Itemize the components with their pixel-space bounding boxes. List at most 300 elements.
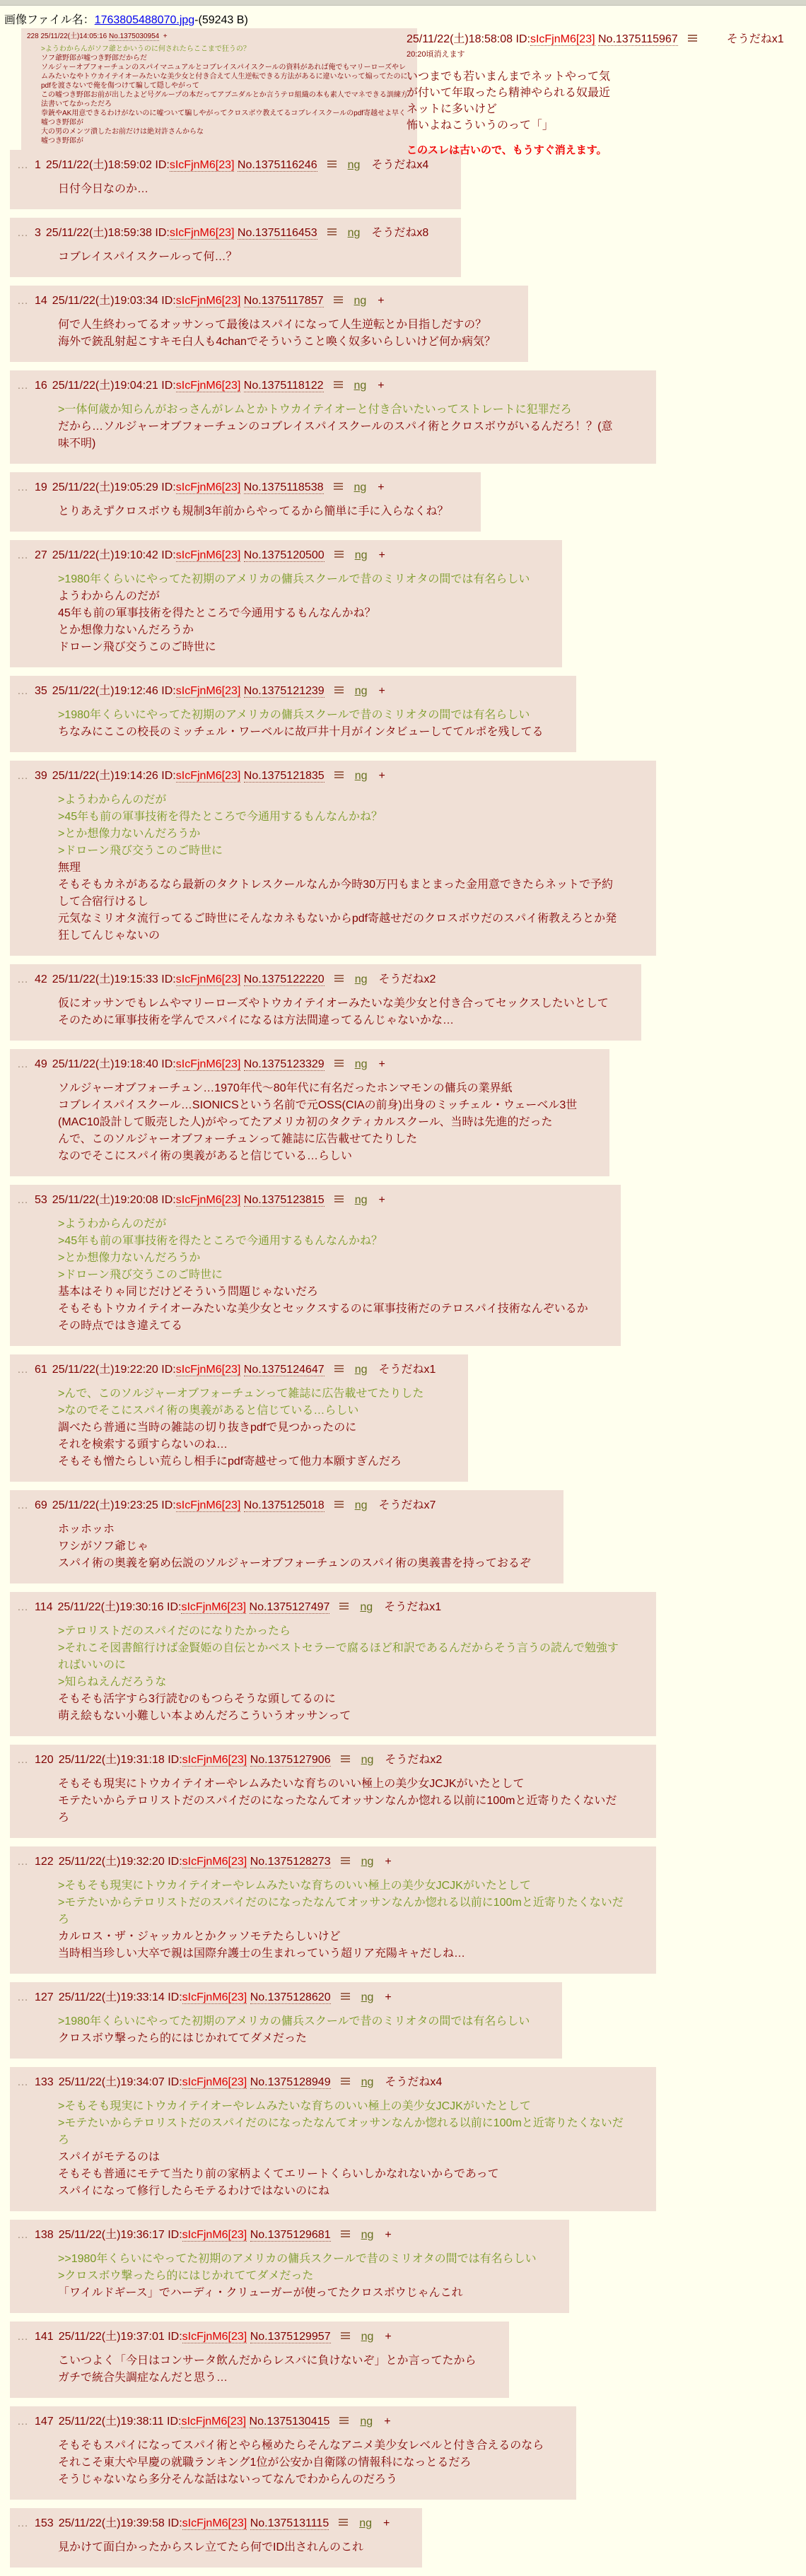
del-link[interactable]: … [17,1499,28,1511]
text-line: スパイがモテるのは [58,2151,160,2163]
quote-line: >なのでそこにスパイ術の奥義があると信じている…らしい [58,1405,359,1417]
ng-link[interactable]: ng [354,549,368,561]
menu-icon[interactable] [334,1195,344,1203]
menu-icon[interactable] [339,2417,349,2425]
op-id [516,33,595,46]
menu-icon[interactable] [334,1365,344,1373]
ng-link[interactable]: ng [361,1856,374,1868]
post-number[interactable]: No.1375118122 [243,380,324,392]
soudane-count[interactable]: そうだねx4 [385,2076,443,2088]
post-id [161,295,240,308]
post-number[interactable]: No.1375129681 [250,2229,331,2241]
soudane-count[interactable]: そうだねx2 [378,973,436,985]
menu-icon[interactable] [334,483,343,491]
text-line: そもそも活字すら3行読むのもつらそうな頭してるのに [58,1693,336,1705]
file-link[interactable]: 1763805488070.jpg [94,14,195,26]
id-value[interactable]: sIcFjnM6[23] [182,2229,247,2241]
soudane-count[interactable]: + [385,2229,392,2241]
menu-icon[interactable] [341,2230,350,2238]
id-label: ID: [168,2076,182,2088]
text-line: ホッホッホ [58,1523,115,1535]
id-label: ID: [161,770,176,782]
ng-link[interactable]: ng [354,295,367,307]
post-id [161,1499,240,1512]
del-link[interactable]: … [17,481,28,493]
id-label: ID: [168,2331,182,2343]
quote-line: >1980年くらいにやってた初期のアメリカの傭兵スクールで昔のミリオタの間では有名らしい [58,573,530,585]
post-time: 25/11/22(土)19:34:07 [58,2076,165,2088]
id-value[interactable]: sIcFjnM6[23] [175,295,241,307]
id-value[interactable]: sIcFjnM6[23] [169,227,235,239]
post-id [161,770,240,783]
post-index: 3 [35,227,41,239]
soudane-count[interactable]: + [385,1991,392,2003]
post-number[interactable]: No.1375117857 [243,295,324,307]
ng-link[interactable]: ng [354,770,368,782]
text-line: それこそ東大や早慶の就職ランキング1位が公安か自衛隊の情報科になっとるだろ [58,2457,472,2469]
del-link[interactable]: … [17,685,28,697]
menu-icon[interactable] [339,2519,348,2527]
text-line: そもそも現実にトウカイテイオーやレムみたいな育ちのいい極上の美少女JCJKがいたとして [58,1778,525,1790]
post-id [168,2331,247,2343]
post-row [10,2067,656,2211]
id-value[interactable]: sIcFjnM6[23] [175,1058,241,1070]
post-header [17,546,530,562]
id-label: ID: [161,295,176,307]
text-line: 45年も前の軍事技術を得たところで今通用するもんなんかね？ [58,607,376,619]
text-line: モテたいからテロリストだのスパイだのになったなんてオッサンなんか惚れる以前に100mと近寄りたくないだろ [58,1795,617,1824]
post-row [10,150,461,209]
menu-icon[interactable] [334,975,344,983]
quote-line: >一体何歳か知らんがおっさんがレムとかトウカイテイオーと付き合いたいってストレートに犯罪だろ [58,404,572,416]
post-body [58,402,624,452]
del-link[interactable]: … [17,973,28,985]
del-link[interactable]: … [17,2331,28,2343]
id-label: ID: [161,481,176,493]
del-link[interactable]: … [17,1058,28,1070]
post-header [17,156,428,172]
text-line: ドローン飛び交うこのご時世に [58,641,216,653]
post-body [58,1878,624,1962]
popup-time: 25/11/22(土)14:05:16 [40,33,107,40]
del-link[interactable]: … [17,770,28,782]
menu-icon[interactable] [341,2332,350,2340]
post-row [10,1846,656,1974]
text-line: ソルジャーオブフォーチュン…1970年代～80年代に有名だったホンマモンの傭兵の業界紙 [58,1082,513,1094]
post-id [161,549,240,562]
post-header [17,291,496,308]
id-label: ID: [161,1364,176,1376]
post-id [155,227,234,240]
text-line: 無理 [58,862,81,874]
popup-header [27,32,411,41]
id-value[interactable]: sIcFjnM6[23] [175,770,241,782]
soudane-count[interactable]: そうだねx1 [384,1601,442,1613]
menu-icon[interactable] [327,228,337,236]
post-header [17,2073,624,2089]
post-number[interactable]: No.1375122220 [243,973,325,985]
del-link[interactable]: … [17,2076,28,2088]
post-body [58,571,530,656]
ng-link[interactable]: ng [361,2229,374,2241]
post-body [58,1386,436,1470]
text-line: ワシがソフ爺じゃ [58,1540,149,1552]
text-line: ようわからんのだが [58,590,160,602]
id-value[interactable]: sIcFjnM6[23] [182,2331,247,2343]
post-header [17,1598,624,1614]
menu-icon[interactable] [334,551,344,558]
text-line: 拳銃やAK用意できるわけがないのに嘘ついて騙しやがってクロスボウ教えてるコブレイスクールのpdf寄越せよ早く [41,110,407,117]
soudane-count[interactable]: + [378,685,385,697]
post-body [58,792,624,944]
menu-icon[interactable] [334,686,344,694]
post-header [17,970,609,986]
ng-link[interactable]: ng [360,1601,373,1613]
post-id [168,2229,247,2242]
id-value[interactable]: sIcFjnM6[23] [175,685,241,697]
popup-index: 228 [27,33,39,40]
post-row [10,2322,509,2398]
post-body [58,2437,544,2488]
post-body [58,1216,588,1335]
post-id [167,1601,246,1614]
op-number[interactable]: No.1375115967 [598,33,678,45]
post-number[interactable]: No.1375129957 [250,2331,331,2343]
soudane-count[interactable]: + [378,770,385,782]
post-body [58,181,428,198]
text-line: カルロス・ザ・ジャッカルとかクッソモテたらしいけど [58,1931,341,1943]
post-body [58,2353,477,2387]
post-index: 35 [35,685,47,697]
post-number[interactable]: No.1375121835 [243,770,325,782]
post-time: 25/11/22(土)19:31:18 [58,1754,165,1766]
id-value[interactable]: sIcFjnM6[23] [175,973,241,985]
menu-icon[interactable] [334,296,343,304]
text-line: (MAC10設計して販売した人)がやってたアメリカ初のタクティカルスクール、当時は先進的だった [58,1116,553,1128]
quote-line: >45年も前の軍事技術を得たところで今通用するもんなんかね？ [58,1235,382,1247]
post-index: 19 [35,481,47,493]
ng-link[interactable]: ng [361,2076,374,2088]
post-number[interactable]: No.1375127906 [250,1754,331,1766]
post-row [10,218,461,277]
ng-link[interactable]: ng [354,1499,368,1511]
post-time: 25/11/22(土)19:05:29 [52,481,158,493]
post-index: 133 [35,2076,54,2088]
id-label: ID: [161,380,176,392]
post-row [10,286,528,362]
quoted-post-popup [21,28,417,153]
menu-icon[interactable] [334,1060,344,1067]
post-index: 141 [35,2331,54,2343]
id-value[interactable]: sIcFjnM6[23] [175,481,241,493]
menu-icon[interactable] [341,1857,350,1865]
post-time: 25/11/22(土)19:04:21 [52,380,158,392]
post-time: 25/11/22(土)18:59:38 [45,227,152,239]
post-time: 25/11/22(土)19:36:17 [58,2229,165,2241]
id-value[interactable]: sIcFjnM6[23] [181,2416,247,2428]
quote-line: >モテたいからテロリストだのスパイだのになったなんてオッサンなんか惚れる以前に100mと近寄りたくないだろ [58,2117,624,2146]
post-id [161,1364,240,1376]
del-link[interactable]: … [17,1601,28,1613]
post-number[interactable]: No.1375123815 [243,1194,325,1206]
menu-icon[interactable] [341,2078,350,2085]
id-value[interactable]: sIcFjnM6[23] [182,1856,247,1868]
post-number[interactable]: No.1375124647 [243,1364,325,1376]
post-row [10,2406,576,2500]
ng-link[interactable]: ng [361,1754,374,1766]
menu-icon[interactable] [334,381,343,389]
text-line: 元気なミリオタ流行ってるご時世にそんなカネもないからpdf寄越せだのクロスボウだのスパイ術教えろとか発狂してんじゃないの [58,913,617,942]
del-link[interactable]: … [17,2229,28,2241]
ng-link[interactable]: ng [354,380,367,392]
del-link[interactable]: … [17,2416,28,2428]
id-label: ID: [167,1601,182,1613]
id-value[interactable]: sIcFjnM6[23] [175,1194,241,1206]
post-row [10,1490,563,1583]
soudane-count[interactable]: そうだねx8 [371,227,429,239]
post-header [17,376,624,392]
post-number[interactable]: No.1375118538 [243,481,324,493]
post-index: 14 [35,295,47,307]
text-line: そもそも普通にモテて当たり前の家柄よくてエリートくらいしかなれないからであって [58,2168,499,2180]
soudane-count[interactable]: そうだねx1 [378,1364,436,1376]
del-link[interactable]: … [17,295,28,307]
soudane-count[interactable]: そうだねx1 [726,33,784,45]
quote-line: >ドローン飛び交うこのご時世に [58,845,223,857]
del-link[interactable]: … [17,1991,28,2003]
post-index: 69 [35,1499,47,1511]
id-label: ID: [155,159,170,171]
post-header [17,1988,530,2004]
del-link[interactable]: … [17,380,28,392]
menu-icon[interactable] [688,35,697,42]
post-index: 122 [35,1856,54,1868]
del-link[interactable]: … [17,1194,28,1206]
soudane-count[interactable]: そうだねx7 [378,1499,436,1511]
post-id [161,973,240,986]
post-index: 147 [35,2416,54,2428]
soudane-count[interactable]: + [378,1058,385,1070]
quote-line: >ようわからんがソフ爺とかいうのに何されたらここまで狂うの？ [41,45,250,53]
ng-link[interactable]: ng [360,2416,373,2428]
soudane-count[interactable]: そうだねx2 [385,1754,443,1766]
post-row [10,1354,468,1482]
post-index: 153 [35,2517,54,2529]
post-header [17,1496,531,1512]
op-time: 25/11/22(土)18:58:08 [407,33,513,45]
post-row [10,676,576,752]
post-id [161,685,240,698]
quote-line: >とか想像力ないんだろうか [58,828,201,840]
text-line: 嘘つき野郎が [41,137,83,145]
del-link[interactable]: … [17,1754,28,1766]
soudane-count[interactable]: + [378,1194,385,1206]
quote-line: >クロスボウ撃ったら的にはじかれててダメだった [58,2270,314,2282]
post-body [58,707,544,741]
soudane-count[interactable]: + [378,295,385,307]
text-line: そのために軍事技術を学んでスパイになるは方法間違ってるんじゃないかな… [58,1014,455,1026]
op-post [407,30,806,157]
post-id [167,2416,246,2428]
post-number[interactable]: No.1375116453 [237,227,317,239]
post-header [17,1360,436,1376]
text-line: 「ワイルドギース」でハーディ・クリューガーが使ってたクロスボウじゃんこれ [58,2287,463,2299]
ng-link[interactable]: ng [361,2331,374,2343]
id-value[interactable]: sIcFjnM6[23] [175,1364,241,1376]
del-link[interactable]: … [17,2517,28,2529]
quote-line: >モテたいからテロリストだのスパイだのになったなんてオッサンなんか惚れる以前に100mと近寄りたくないだろ [58,1897,624,1926]
soudane-count[interactable]: + [385,2331,392,2343]
popup-body [41,45,411,146]
id-label: ID: [155,227,170,239]
post-header [17,478,448,494]
post-row [10,1745,656,1838]
post-id [161,1194,240,1207]
text-line: クロスボウ撃ったら的にはじかれててダメだった [58,2032,308,2044]
text-line: 大の男のメンツ潰したお前だけは絶対許さんからな [41,128,204,136]
post-time: 25/11/22(土)19:30:16 [57,1601,164,1613]
ng-link[interactable]: ng [354,685,368,697]
id-value[interactable]: sIcFjnM6[23] [175,1499,241,1511]
id-value[interactable]: sIcFjnM6[23] [182,1991,247,2003]
post-row [10,370,656,464]
text-line: 調べたら普通に当時の雑誌の切り抜きpdfで見つかったのに [58,1422,357,1434]
del-link[interactable]: … [17,1364,28,1376]
file-header [0,6,806,28]
id-value[interactable]: sIcFjnM6[23] [530,33,595,45]
post-number[interactable]: No.1375128620 [250,1991,331,2003]
popup-plus-link[interactable]: + [163,33,168,40]
soudane-count[interactable]: + [384,2416,391,2428]
post-header [17,1750,624,1767]
post-number[interactable]: No.1375128949 [250,2076,331,2088]
text-line: ソルジャーオブフォーチュンのスパイマニュアルとコブレイスパイスクールの資料があれば俺でもマリーローズやレムみたいなやトウカイテイオーみたいな美少女と付き合えて人生逆転できる方法があるに違いないって煽ってたのにpdfを渡さないで俺を傷つけて騙して隠しやがって [41,64,408,90]
popup-number[interactable]: No.1375030954 [109,33,160,40]
del-link[interactable]: … [17,227,28,239]
del-link[interactable]: … [17,159,28,171]
id-label: ID: [515,33,530,45]
post-body [58,1776,624,1827]
ng-link[interactable]: ng [354,1058,368,1070]
quote-line: >それこそ図書館行けば金賢姫の自伝とかベストセラーで腐るほど和訳であるんだからそう言うの読んで勉強すればいいのに [58,1642,619,1671]
ng-link[interactable]: ng [354,973,368,985]
text-line: 海外で銃乱射起こすキモ白人も4chanでそういうこと喚く奴多いらしいけど何か病気？ [58,336,496,348]
ng-link[interactable]: ng [347,159,361,171]
ng-link[interactable]: ng [347,227,361,239]
post-index: 49 [35,1058,47,1070]
text-line: なのでそこにスパイ術の奥義があると信じている…らしい [58,1150,353,1162]
soudane-count[interactable]: + [378,549,385,561]
text-line: この嘘つき野郎お前が出したよど号グループの本だってアブニダルとか言うテロ組織の本も素人でマネできる訓練方法書いてなかっただろ [41,91,408,108]
id-value[interactable]: sIcFjnM6[23] [182,1754,247,1766]
ng-link[interactable]: ng [354,481,367,493]
post-id [161,380,240,392]
soudane-count[interactable]: + [385,1856,392,1868]
text-line: 見かけて面白かったからスレ立てたら何でID出されんのこれ [58,2541,364,2553]
post-number[interactable]: No.1375116246 [237,159,317,171]
soudane-count[interactable]: + [383,2517,390,2529]
post-id [161,1058,240,1071]
menu-icon[interactable] [334,771,344,779]
quote-line: >>1980年くらいにやってた初期のアメリカの傭兵スクールで昔のミリオタの間では有名らしい [58,2253,537,2265]
id-value[interactable]: sIcFjnM6[23] [182,2076,247,2088]
menu-icon[interactable] [341,1755,350,1763]
id-value[interactable]: sIcFjnM6[23] [181,1601,247,1613]
post-body [58,2013,530,2047]
text-line: そもそも憎たらしい荒らし相手にpdf寄越せって他力本願すぎんだろ [58,1456,402,1468]
post-row [10,540,562,667]
id-value[interactable]: sIcFjnM6[23] [169,159,235,171]
post-time: 25/11/22(土)19:03:34 [52,295,158,307]
post-number[interactable]: No.1375128273 [250,1856,331,1868]
id-label: ID: [161,1194,176,1206]
post-index: 61 [35,1364,47,1376]
menu-icon[interactable] [341,1993,350,2001]
post-time: 25/11/22(土)19:10:42 [52,549,158,561]
quote-line: >んで、このソルジャーオブフォーチュンって雑誌に広告載せてたりした [58,1388,424,1400]
reply-list [0,150,806,2568]
quote-line: >テロリストだのスパイだのになりたかったら [58,1625,291,1637]
quote-line: >1980年くらいにやってた初期のアメリカの傭兵スクールで昔のミリオタの間では有名らしい [58,709,530,721]
post-number[interactable]: No.1375125018 [243,1499,325,1511]
id-value[interactable]: sIcFjnM6[23] [175,549,241,561]
soudane-count[interactable]: そうだねx4 [371,159,429,171]
id-label: ID: [168,1754,182,1766]
del-link[interactable]: … [17,549,28,561]
id-value[interactable]: sIcFjnM6[23] [182,2517,247,2529]
ng-link[interactable]: ng [361,1991,374,2003]
post-header [17,2514,390,2530]
post-number[interactable]: No.1375131115 [250,2517,329,2529]
menu-icon[interactable] [334,1501,344,1509]
soudane-count[interactable]: + [378,380,385,392]
post-body [58,995,609,1029]
post-body [58,503,448,520]
id-value[interactable]: sIcFjnM6[23] [175,380,241,392]
file-size: -(59243 B) [194,14,248,26]
del-link[interactable]: … [17,1856,28,1868]
post-row [10,2508,422,2568]
ng-link[interactable]: ng [354,1194,368,1206]
post-body [58,1623,624,1725]
quote-line: >とか想像力ないんだろうか [58,1252,201,1264]
post-time: 25/11/22(土)19:38:11 [58,2416,164,2428]
text-line: 萌え絵もない小難しい本よめんだろこういうオッサンって [58,1710,351,1722]
menu-icon[interactable] [327,160,337,168]
text-line: ソフ爺野郎が嘘つき野郎だからだ [41,54,147,62]
post-body [58,1521,531,1572]
post-header [17,2327,477,2343]
ng-link[interactable]: ng [354,1364,368,1376]
post-number[interactable]: No.1375120500 [243,549,325,561]
post-number[interactable]: No.1375127497 [249,1601,330,1613]
post-index: 39 [35,770,47,782]
text-line: スパイになって修行したらモテるわけではないのにね [58,2185,330,2197]
post-index: 127 [35,1991,54,2003]
post-row [10,1185,621,1346]
expire-note: 20:20頃消えます [407,50,465,59]
post-header [17,2225,537,2242]
post-number[interactable]: No.1375130415 [249,2416,330,2428]
menu-icon[interactable] [339,1603,349,1610]
soudane-count[interactable]: + [378,481,385,493]
text-line: そうじゃないなら多分そんな話はないってなんでわからんのだろう [58,2473,398,2486]
post-number[interactable]: No.1375123329 [243,1058,325,1070]
text-line: 基本はそりゃ同じだけどそういう問題じゃないだろ [58,1286,319,1298]
post-number[interactable]: No.1375121239 [243,685,325,697]
ng-link[interactable]: ng [359,2517,373,2529]
post-time: 25/11/22(土)19:18:40 [52,1058,158,1070]
